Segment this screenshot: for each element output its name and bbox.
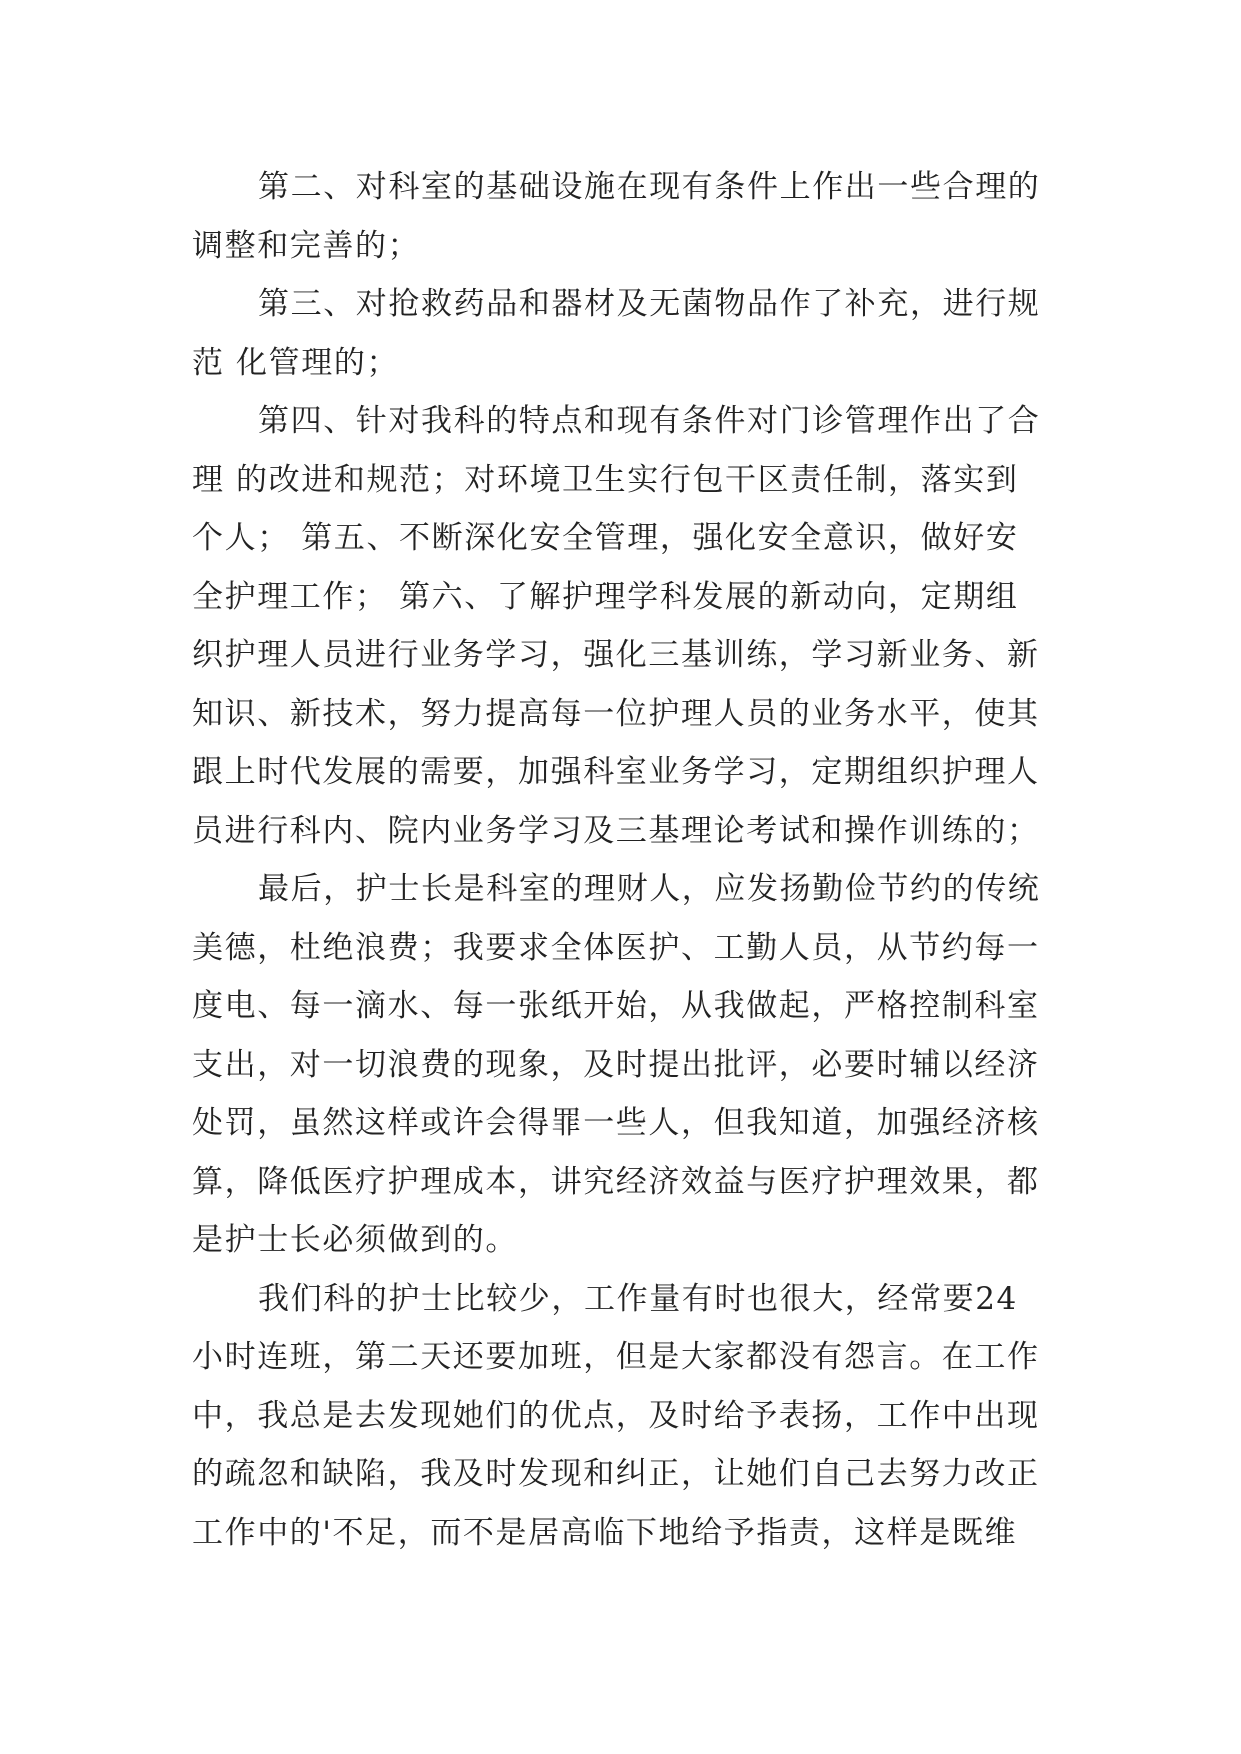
- text-line: 度电、每一滴水、每一张纸开始，从我做起，严格控制科室: [192, 988, 1040, 1024]
- text-line: 中，我总是去发现她们的优点，及时给予表扬，工作中出现: [192, 1397, 1040, 1434]
- text-line: 织护理人员进行业务学习，强化三基训练，学习新业务、新: [192, 637, 1040, 673]
- text-line: 知识、新技术，努力提高每一位护理人员的业务水平，使其: [192, 695, 1040, 732]
- text-line: 第四、针对我科的特点和现有条件对门诊管理作出了合: [258, 403, 1041, 439]
- text-line: 第三、对抢救药品和器材及无菌物品作了补充，进行规: [258, 286, 1041, 322]
- text-line: 是护士长必须做到的。: [192, 1222, 518, 1258]
- text-line: 个人； 第五、不断深化安全管理，强化安全意识，做好安: [192, 520, 1019, 556]
- text-line: 全护理工作； 第六、了解护理学科发展的新动向，定期组: [192, 578, 1019, 615]
- paragraph-finally: [192, 860, 1062, 1270]
- paragraph-2: [192, 158, 1062, 275]
- text-line: 算，降低医疗护理成本，讲究经济效益与医疗护理效果，都: [192, 1163, 1040, 1200]
- paragraph-3: [192, 275, 1062, 392]
- text-line: 调整和完善的；: [192, 227, 421, 264]
- text-line: 美德，杜绝浪费；我要求全体医护、工勤人员，从节约每一: [192, 929, 1040, 966]
- document-body: [192, 158, 1062, 1562]
- text-line: 小时连班，第二天还要加班，但是大家都没有怨言。在工作: [192, 1339, 1040, 1375]
- text-line: 第二、对科室的基础设施在现有条件上作出一些合理的: [258, 169, 1041, 205]
- paragraph-nurses: [192, 1270, 1062, 1563]
- text-line: 范 化管理的；: [192, 344, 400, 381]
- text-line: 工作中的'不足，而不是居高临下地给予指责，这样是既维: [192, 1514, 1018, 1551]
- text-line: 支出，对一切浪费的现象，及时提出批评，必要时辅以经济: [192, 1046, 1040, 1083]
- text-line: 跟上时代发展的需要，加强科室业务学习，定期组织护理人: [192, 754, 1040, 790]
- text-line: 的疏忽和缺陷，我及时发现和纠正，让她们自己去努力改正: [192, 1456, 1040, 1492]
- text-line: 最后，护士长是科室的理财人，应发扬勤俭节约的传统: [258, 871, 1041, 907]
- text-line: 理 的改进和规范；对环境卫生实行包干区责任制，落实到: [192, 461, 1019, 498]
- text-line: 处罚，虽然这样或许会得罪一些人，但我知道，加强经济核: [192, 1105, 1040, 1141]
- paragraph-4: [192, 392, 1062, 860]
- text-line: 我们科的护士比较少，工作量有时也很大，经常要24: [258, 1280, 1018, 1317]
- text-line: 员进行科内、院内业务学习及三基理论考试和操作训练的；: [192, 812, 1040, 849]
